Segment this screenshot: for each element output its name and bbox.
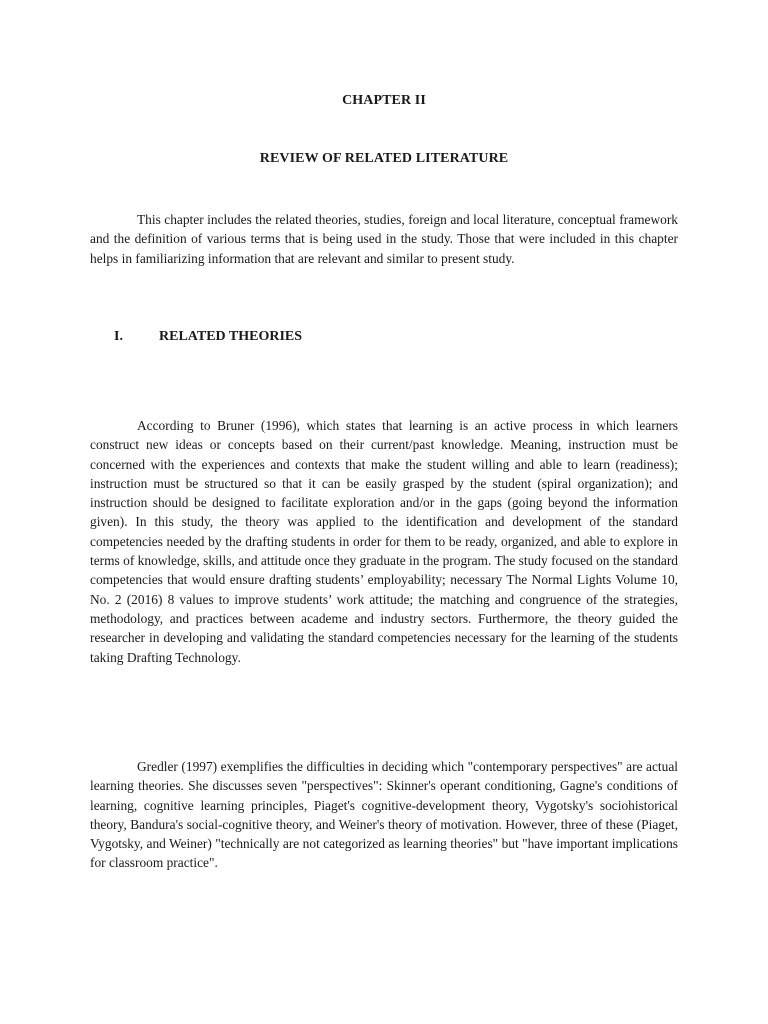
section-number: I. (114, 329, 123, 344)
section-heading (114, 329, 302, 345)
section-title: RELATED THEORIES (159, 329, 303, 344)
bruner-paragraph: According to Bruner (1996), which states that learning is an active process in which learners construct new ideas or concepts based on their current/past knowledge. Meaning, instruction must be concerned with the experiences and contexts that make the student willing and able to learn (readiness); instruction must be structured so that it can be easily grasped by the student (spiral organization); and instruction should be designed to facilitate exploration and/or in the gaps (going beyond the information given). In this study, the theory was applied to the identification and development of the standard competencies needed by the drafting students in order for them to be ready, organized, and able to explore in terms of knowledge, skills, and attitude once they graduate in the program. The study focused on the standard competencies that would ensure drafting students’ employability; necessary The Normal Lights Volume 10, No. 2 (2016) 8 values to improve students’ work attitude; the matching and congruence of the strategies, methodology, and practices between academe and industry sectors. Furthermore, the theory guided the researcher in developing and validating the standard competencies necessary for the learning of the students taking Drafting Technology. (90, 418, 678, 665)
review-title: REVIEW OF RELATED LITERATURE (259, 151, 509, 166)
intro-paragraph: This chapter includes the related theories, studies, foreign and local literature, conceptual framework and the definition of various terms that is being used in the study. Those that were included in this chapter helps in familiarizing information that are relevant and similar to present study. (90, 212, 678, 266)
chapter-title: CHAPTER II (342, 93, 426, 108)
gredler-paragraph: Gredler (1997) exemplifies the difficulties in deciding which "contemporary perspectives" are actual learning theories. She discusses seven "perspectives": Skinner's operant conditioning, Gagne's conditions of learning, cognitive learning principles, Piaget's cognitive-development theory, Vygotsky's sociohistorical theory, Bandura's social-cognitive theory, and Weiner's theory of motivation. However, three of these (Piaget, Vygotsky, and Weiner) "technically are not categorized as learning theories" but "have important implications for classroom practice". (90, 759, 678, 871)
